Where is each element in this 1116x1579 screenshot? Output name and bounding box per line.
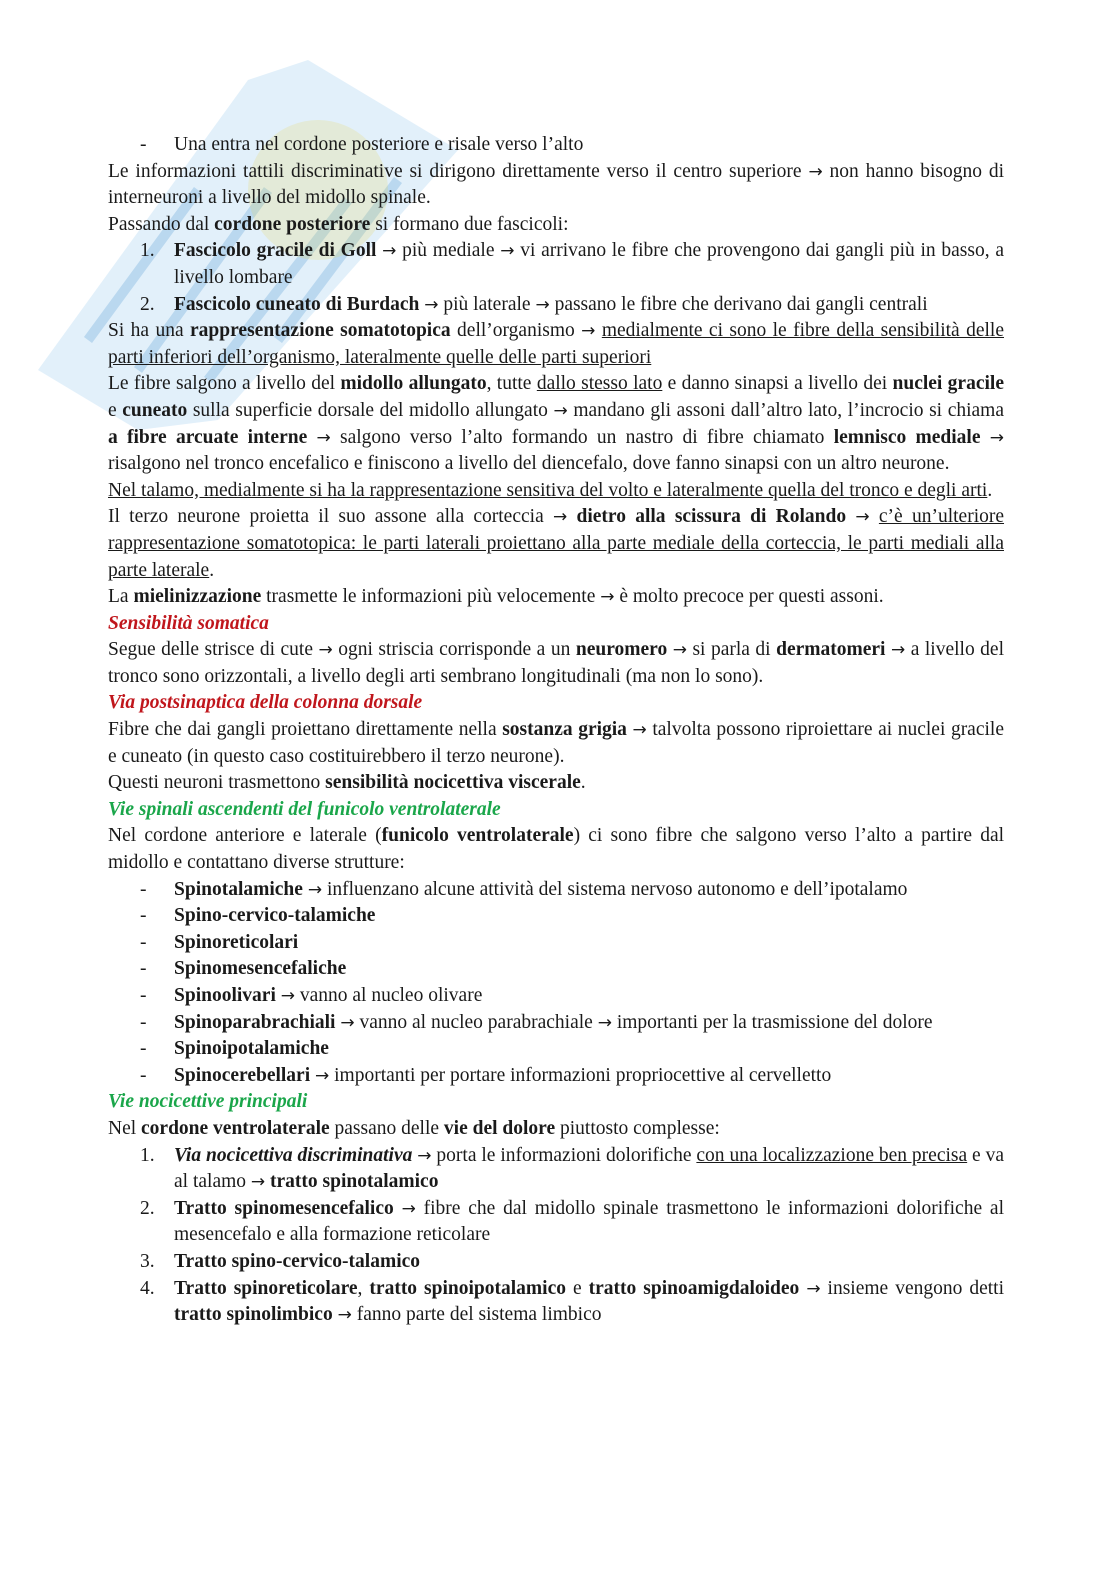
arrow-icon: → [340,1012,355,1033]
arrow-icon: → [806,1278,821,1299]
arrow-icon: → [535,294,550,315]
bold-term: dermatomeri [776,639,886,661]
list-marker: 4. [140,1277,155,1299]
text-run: Nel cordone anteriore e laterale ( [108,825,382,847]
text-run: più laterale [438,293,536,315]
paragraph [108,637,1004,690]
document-body [108,132,1004,1329]
arrow-icon: → [401,1198,416,1219]
text-run: Vie spinali ascendenti del funicolo ventrolaterale [108,798,501,820]
bold-term: vie del dolore [443,1117,556,1139]
paragraph [108,504,1004,584]
text-run: vi arrivano le fibre che provengono dai gangli più in basso, a livello lombare [174,240,1004,288]
text-run: mandano gli assoni dall’altro lato, l’incrocio si chiama [567,399,1004,421]
bold-term: cordone posteriore [214,213,371,235]
text-run: . [209,559,215,581]
list-marker: - [140,1038,147,1060]
text-run [846,506,855,527]
text-run: porta le informazioni dolorifiche [431,1144,697,1166]
text-run: vanno al nucleo parabrachiale [354,1011,598,1033]
text-run: si formano due fascicoli: [370,213,569,235]
bold-term: a fibre arcuate interne [108,426,308,448]
bold-italic-term: Via nocicettiva discriminativa [174,1144,413,1166]
text-run: ) ci sono fibre che salgono verso l’alto a partire dal midollo e contattano diverse strutture: [108,825,1005,874]
list-item [108,1249,1004,1276]
underlined-text: con una localizzazione ben precisa [696,1144,968,1166]
text-run: Nel [108,1117,142,1139]
text-run [870,506,879,527]
section-heading [108,1089,1004,1116]
bold-term: Spinotalamiche [174,878,303,900]
text-run: sulla superficie dorsale del midollo allungato [187,399,554,421]
list-marker: - [140,1064,147,1086]
list-marker: - [140,134,147,155]
list-item [108,930,1004,957]
text-run: e danno sinapsi a livello dei [662,373,893,395]
list-item [108,1010,1004,1037]
text-run: a livello del tronco sono orizzontali, a livello degli arti sembrano longitudinali (ma non lo sono). [108,639,1005,687]
text-run: è molto precoce per questi assoni. [614,586,884,608]
list-item [108,1276,1004,1329]
arrow-icon: → [424,294,439,315]
underlined-text: c’è un’ulteriore rappresentazione somatotopica: le parti laterali proiettano alla parte mediale della corteccia, le parti mediali alla parte laterale [108,506,1005,581]
arrow-icon: → [316,427,331,448]
list-marker: - [140,958,147,980]
text-run: Fibre che dai gangli proiettano direttamente nella [108,719,503,741]
arrow-icon: → [581,321,596,342]
bold-term: sensibilità nocicettiva viscerale [325,772,581,794]
text-run: fanno parte del sistema limbico [351,1304,602,1326]
text-run: vanno al nucleo olivare [295,985,483,1006]
arrow-icon: → [597,1012,612,1033]
arrow-icon: → [672,640,687,661]
bold-term: cuneato [122,399,188,421]
bold-term: Spinoreticolari [174,931,299,953]
text-run: importanti per la trasmissione del dolore [611,1011,933,1033]
text-run: passano delle [329,1117,444,1139]
list-item [108,877,1004,904]
section-heading [108,797,1004,824]
list-item [108,238,1004,291]
section-heading [108,611,1004,638]
text-run: più mediale [396,240,501,262]
list-item [108,1143,1004,1196]
bold-term: sostanza grigia [502,719,627,741]
arrow-icon: → [337,1305,352,1326]
text-run [567,506,576,527]
list-item [108,1196,1004,1249]
text-run: dell’organismo [450,320,582,342]
text-run: , tutte [486,373,537,395]
bold-term: Fascicolo cuneato di Burdach [174,293,420,315]
underlined-text: dallo stesso lato [536,373,663,395]
text-run: non hanno bisogno di interneuroni a livello del midollo spinale. [108,160,1004,209]
bold-term: Spino-cervico-talamiche [174,905,376,927]
arrow-icon: → [417,1145,432,1166]
text-run: risalgono nel tronco encefalico e finiscono a livello del diencefalo, dove fanno sinapsi con un altro neurone. [108,453,950,475]
section-heading [108,690,1004,717]
text-run: e [566,1277,589,1299]
bold-term: Fascicolo gracile di Goll [174,240,377,262]
bold-term: tratto spinolimbico [174,1304,333,1326]
list-marker: 2. [140,293,155,315]
list-marker: - [140,931,147,953]
list-marker: - [140,985,147,1006]
bold-term: Spinoipotalamiche [174,1038,329,1060]
paragraph [108,717,1004,770]
list-marker: 2. [140,1197,155,1219]
text-run: Il terzo neurone proietta il suo assone alla corteccia [108,506,553,528]
paragraph [108,1116,1004,1143]
arrow-icon: → [318,640,333,661]
bold-term: tratto spinoipotalamico [369,1277,566,1299]
bold-term: Tratto spinoreticolare [174,1277,358,1299]
list-item [108,1063,1004,1090]
bold-term: rappresentazione somatotopica [190,320,451,342]
text-run: . [987,479,993,501]
list-marker: 1. [140,1144,155,1166]
bold-term: Spinoolivari [174,985,276,1006]
text-run: La [108,586,134,608]
text-run: salgono verso l’alto formando un nastro di fibre chiamato [330,426,834,448]
text-run: Sensibilità somatica [108,612,269,634]
arrow-icon: → [315,1065,330,1086]
paragraph [108,823,1004,876]
paragraph [108,584,1004,611]
text-run: ogni striscia corrisponde a un [332,639,576,661]
list-marker: 1. [140,240,155,262]
underlined-text: Nel talamo, medialmente si ha la rappresentazione sensitiva del volto e lateralmente quella del tronco e degli arti [108,479,988,501]
paragraph [108,212,1004,239]
arrow-icon: → [890,640,906,661]
text-run: Segue delle strisce di cute [108,639,319,661]
text-run [394,1198,402,1219]
paragraph [108,770,1004,797]
bold-term: cordone ventrolaterale [141,1117,330,1139]
arrow-icon: → [552,507,568,528]
text-run: , [357,1277,370,1299]
arrow-icon: → [855,507,870,528]
bold-term: Spinocerebellari [174,1064,311,1086]
list-item [108,292,1004,319]
paragraph [108,478,1004,505]
bold-term: mielinizzazione [133,586,262,608]
text-run: insieme vengono detti [820,1277,1005,1299]
bold-term: lemnisco mediale [833,426,981,448]
underlined-text: medialmente ci sono le fibre della sensibilità delle parti inferiori dell’organismo, lateralmente quelle delle parti superiori [108,320,1004,368]
bold-term: Spinomesencefaliche [174,958,347,980]
arrow-icon: → [553,400,568,421]
text-run [981,427,990,448]
text-run: piuttosto complesse: [555,1117,720,1139]
arrow-icon: → [808,161,823,182]
paragraph [108,318,1004,371]
text-run: Si ha una [108,320,191,342]
paragraph [108,371,1004,477]
list-item [108,983,1004,1010]
list-marker: 3. [140,1250,155,1272]
arrow-icon: → [250,1172,266,1193]
bold-term: dietro alla scissura di Rolando [576,506,847,528]
text-run: talvolta possono riproiettare ai nuclei gracile e cuneato (in questo caso costituirebbero il terzo neurone). [108,719,1004,767]
list-marker: - [140,905,147,927]
bold-term: funicolo ventrolaterale [381,825,574,847]
bold-term: Spinoparabrachiali [174,1011,336,1033]
bold-term: tratto spinoamigdaloideo [588,1277,800,1299]
list-item [108,956,1004,983]
arrow-icon: → [382,241,397,262]
list-marker: - [140,878,147,900]
text-run: Vie nocicettive principali [108,1091,308,1113]
text-run: si parla di [686,639,777,661]
text-run: Le fibre salgono a livello del [108,373,341,395]
text-run: Via postsinaptica della colonna dorsale [108,692,423,714]
text-run: Le informazioni tattili discriminative si dirigono direttamente verso il centro superiore [108,160,809,182]
text-run: influenzano alcune attività del sistema nervoso autonomo e dell’ipotalamo [322,878,908,900]
list-item [108,132,1004,159]
text-run: e [108,399,123,421]
bold-term: Tratto spinomesencefalico [174,1197,394,1219]
bold-term: neuromero [575,639,668,661]
list-marker: - [140,1011,147,1033]
paragraph [108,159,1004,212]
text-run: passano le fibre che derivano dai gangli centrali [549,293,928,315]
text-run: Una entra nel cordone posteriore e risale verso l’alto [174,134,584,155]
list-item [108,1036,1004,1063]
arrow-icon: → [500,241,515,262]
list-item [108,903,1004,930]
bold-term: midollo allungato [340,373,487,395]
bold-term: tratto spinotalamico [270,1171,439,1193]
arrow-icon: → [989,427,1004,448]
arrow-icon: → [307,879,323,900]
text-run: . [580,772,586,794]
arrow-icon: → [600,587,615,608]
arrow-icon: → [280,986,295,1006]
text-run: e va al talamo [174,1144,1005,1193]
text-run: importanti per portare informazioni propriocettive al cervelletto [329,1064,832,1086]
bold-term: Tratto spino-cervico-talamico [174,1250,421,1272]
text-run: Passando dal [108,213,215,235]
arrow-icon: → [632,720,647,741]
text-run: Questi neuroni trasmettono [108,772,326,794]
text-run: trasmette le informazioni più velocemente [261,586,601,608]
bold-term: nuclei gracile [892,373,1004,395]
text-run: fibre che dal midollo spinale trasmettono le informazioni dolorifiche al mesencefalo e alla formazione reticolare [174,1197,1004,1246]
